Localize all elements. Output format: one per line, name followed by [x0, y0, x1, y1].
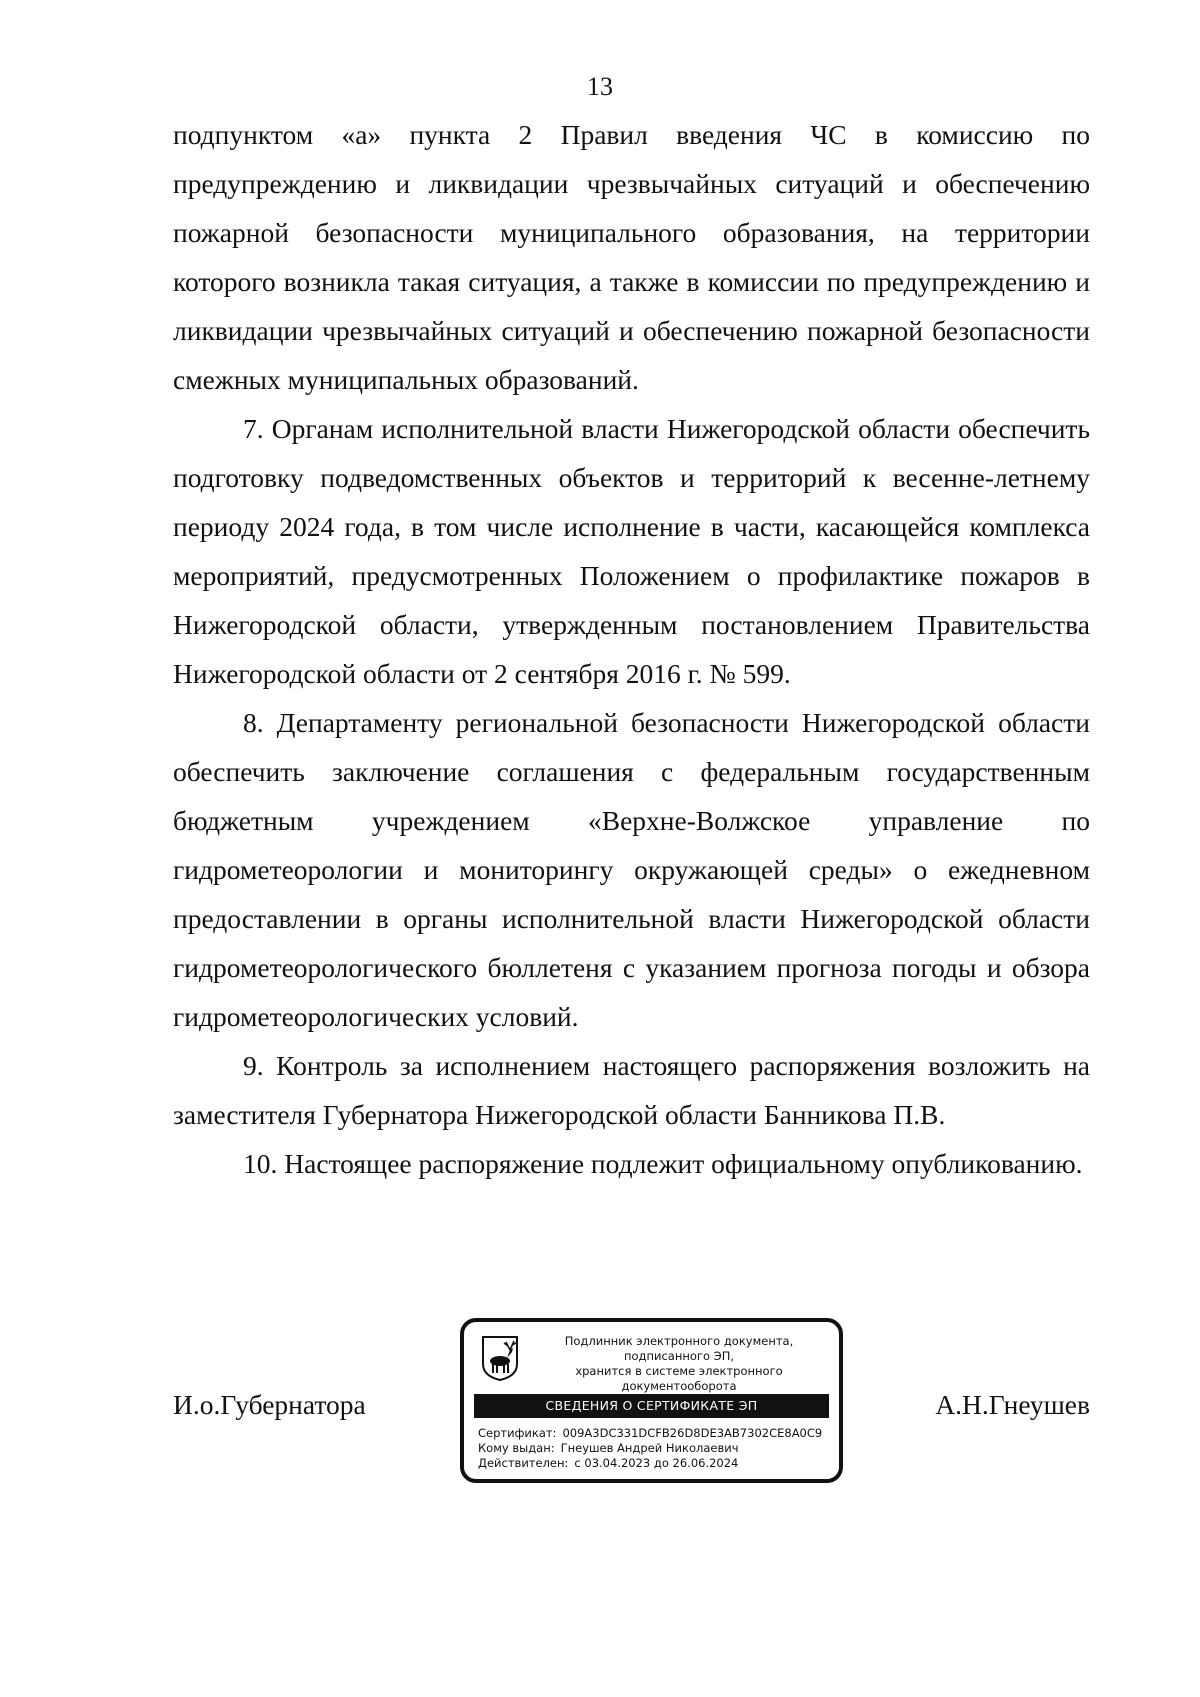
- issued-to-label: Кому выдан:: [478, 1441, 555, 1455]
- issued-to-row: [478, 1441, 828, 1456]
- document-body: [173, 110, 1090, 1188]
- nizhny-novgorod-deer-emblem-icon: [480, 1334, 520, 1382]
- issued-to-value: Гнеушев Андрей Николаевич: [560, 1441, 739, 1455]
- certificate-label: Сертификат:: [478, 1426, 557, 1440]
- validity-row: [478, 1456, 828, 1471]
- stamp-header-line: Подлинник электронного документа, подписанного ЭП,: [564, 1334, 794, 1363]
- paragraph-item-10: 10. Настоящее распоряжение подлежит официальному опубликованию.: [243, 1148, 1083, 1179]
- certificate-value: 009A3DC331DCFB26D8DE3AB7302CE8A0C9: [562, 1426, 823, 1440]
- page-number: 13: [587, 72, 613, 101]
- validity-value: с 03.04.2023 до 26.06.2024: [574, 1456, 739, 1470]
- stamp-header: [526, 1334, 832, 1394]
- certificate-details: [478, 1426, 828, 1471]
- paragraph-item-9: 9. Контроль за исполнением настоящего распоряжения возложить на заместителя Губернатора Нижегородской области Банникова П.В.: [173, 1050, 1090, 1130]
- electronic-signature-stamp: [460, 1318, 843, 1483]
- stamp-header-line: хранится в системе электронного документооборота: [575, 1364, 783, 1393]
- signatory-name: А.Н.Гнеушев: [935, 1389, 1090, 1420]
- paragraph-item-8: 8. Департаменту региональной безопасности Нижегородской области обеспечить заключение соглашения с федеральным государственным бюджетным учреждением «Верхне-Волжское управление по гидрометеорологии и мониторингу окружающей среды» о ежедневном предоставлении в органы исполнительной власти Нижегородской области гидрометеорологического бюллетеня с указанием прогноза погоды и обзора гидрометеорологических условий.: [173, 707, 1090, 1032]
- validity-label: Действителен:: [478, 1456, 569, 1470]
- paragraph-continuation: подпунктом «а» пункта 2 Правил введения ЧС в комиссию по предупреждению и ликвидации чрезвычайных ситуаций и обеспечению пожарной безопасности муниципального образования, на территории которого возникла такая ситуация, а также в комиссии по предупреждению и ликвидации чрезвычайных ситуаций и обеспечению пожарной безопасности смежных муниципальных образований.: [173, 119, 1090, 395]
- certificate-row: [478, 1426, 828, 1441]
- certificate-info-title: СВЕДЕНИЯ О СЕРТИФИКАТЕ ЭП: [474, 1394, 829, 1418]
- paragraph-item-7: 7. Органам исполнительной власти Нижегородской области обеспечить подготовку подведомственных объектов и территорий к весенне-летнему периоду 2024 года, в том числе исполнение в части, касающейся комплекса мероприятий, предусмотренных Положением о профилактике пожаров в Нижегородской области, утвержденным постановлением Правительства Нижегородской области от 2 сентября 2016 г. № 599.: [173, 413, 1090, 689]
- signatory-position: И.о.Губернатора: [173, 1389, 366, 1420]
